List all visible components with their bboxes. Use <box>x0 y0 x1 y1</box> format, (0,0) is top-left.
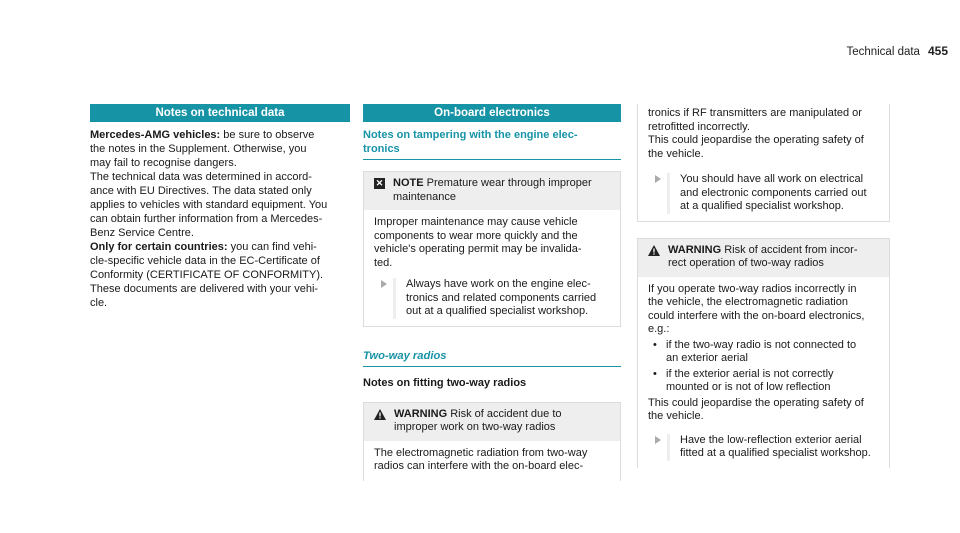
bold-lead: Only for certain countries: <box>90 241 228 253</box>
action-step: Have the low-reflection exterior aerial fitted at a qualified specialist workshop. <box>648 434 879 461</box>
warning-body: tronics if RF transmitters are manipulated or retrofitted incorrectly. This could jeopardise the operating safety of the vehicle. You should have all work on electrical and electronic components carried out at a qualified specialist workshop. <box>638 104 889 221</box>
note-box <box>363 171 621 327</box>
text-line: cle-specific vehicle data in the EC-Certificate of <box>90 255 320 267</box>
text-line: Conformity (CERTIFICATE OF CONFORMITY). <box>90 269 324 281</box>
warning-icon <box>648 245 660 256</box>
bullet-list <box>648 339 879 395</box>
column-1 <box>90 104 350 310</box>
column-3 <box>637 104 890 468</box>
subheading-tampering: Notes on tampering with the engine elec- tronics <box>363 128 621 160</box>
section-bar-technical-data: Notes on technical data <box>90 104 350 122</box>
bold-lead: Mercedes-AMG vehicles: <box>90 129 221 141</box>
action-step: Always have work on the engine elec- tronics and related components carried out at a qualified specialist workshop. <box>374 278 610 319</box>
text-line: ance with EU Directives. The data stated only <box>90 185 312 197</box>
action-step: You should have all work on electrical and electronic components carried out at a qualified specialist workshop. <box>648 173 879 214</box>
text-line: the notes in the Supplement. Otherwise, you <box>90 143 307 155</box>
text-line: Benz Service Centre. <box>90 227 194 239</box>
warning-box <box>637 238 890 468</box>
page-header <box>846 44 948 58</box>
warning-header: WARNING Risk of accident due to improper work on two-way radios <box>364 403 620 441</box>
warning-box-continued <box>637 104 890 222</box>
text-line: These documents are delivered with your vehi- <box>90 283 319 295</box>
note-body: Improper maintenance may cause vehicle components to wear more quickly and the vehicle's operating permit may be invalida- ted. Always have work on the engine elec- tronics and related components carried out at a qualified specialist workshop. <box>364 210 620 326</box>
section-title: Technical data <box>846 46 920 58</box>
text-line: may fail to recognise dangers. <box>90 157 237 169</box>
note-header: ✕ NOTE Premature wear through improper maintenance <box>364 172 620 210</box>
warning-label: WARNING <box>394 407 448 420</box>
list-item: • if the two-way radio is not connected to an exterior aerial <box>648 339 879 366</box>
paragraph: Only for certain countries: you can find vehi- <box>90 241 317 253</box>
column-2 <box>363 104 621 481</box>
warning-header: WARNING Risk of accident from incor- rect operation of two-way radios <box>638 239 889 277</box>
list-item: • if the exterior aerial is not correctly mounted or is not of low reflection <box>648 368 879 395</box>
arrow-right-icon <box>374 278 391 319</box>
page-number: 455 <box>927 44 948 58</box>
arrow-right-icon <box>648 434 665 461</box>
section-bar-on-board-electronics: On-board electronics <box>363 104 621 122</box>
note-icon: ✕ <box>375 178 384 188</box>
heading-fitting: Notes on fitting two-way radios <box>363 376 527 389</box>
arrow-right-icon <box>648 173 665 214</box>
warning-body: The electromagnetic radiation from two-way radios can interfere with the on-board elec- <box>374 446 588 472</box>
warning-body: If you operate two-way radios incorrectly in the vehicle, the electromagnetic radiation could interfere with the on-board electronics, e.g.: • if the two-way radio is not connected to an exterior aerial • if the exterior aerial is not correctly mounted or is not of low reflection This could jeopardise the operating safety of the vehicle. Have the low-reflection exterior aerial fitted at a qualified specialist workshop. <box>638 277 889 468</box>
text-line: The technical data was determined in accord- <box>90 171 312 183</box>
note-label: NOTE <box>393 177 424 189</box>
warning-label: WARNING <box>668 243 722 256</box>
warning-icon <box>374 409 386 420</box>
subheading-two-way-radios: Two-way radios <box>363 349 621 367</box>
text-line: applies to vehicles with standard equipment. You <box>90 199 328 211</box>
text-line: cle. <box>90 297 108 309</box>
paragraph: Mercedes-AMG vehicles: be sure to observe <box>90 129 315 141</box>
warning-box <box>363 402 621 481</box>
text-line: can obtain further information from a Mercedes- <box>90 213 323 225</box>
